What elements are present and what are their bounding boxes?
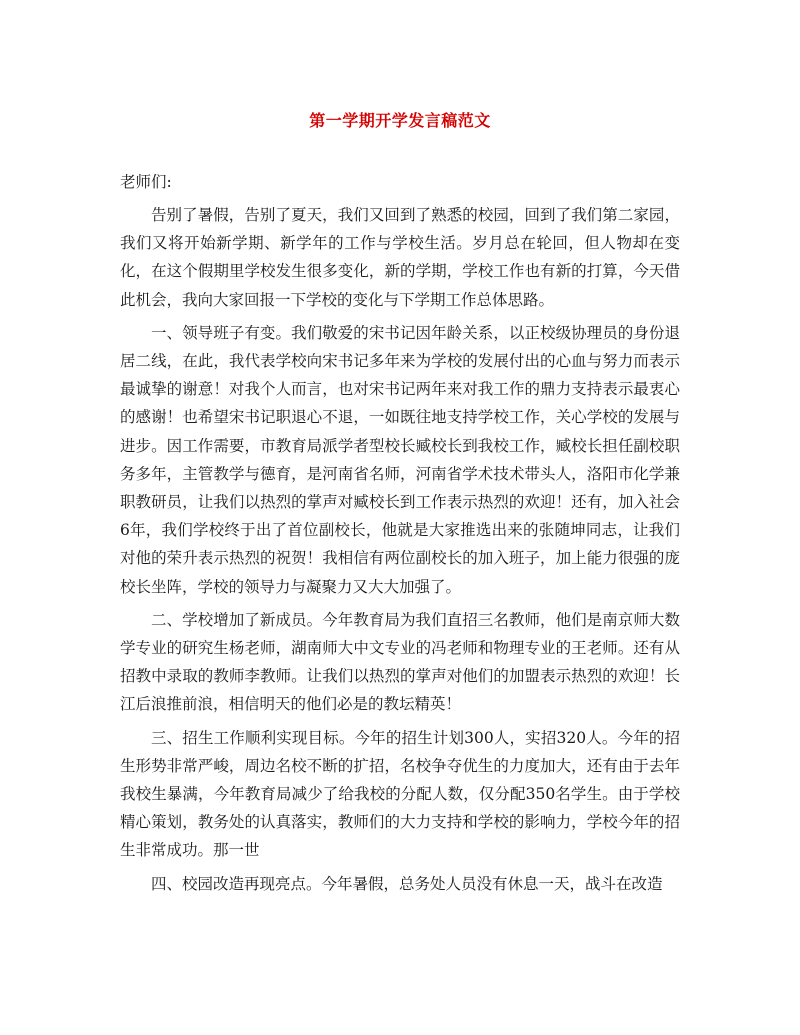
greeting: 老师们: xyxy=(120,173,172,191)
paragraph-intro: 告别了暑假，告别了夏天，我们又回到了熟悉的校园，回到了我们第二家园，我们又将开始新学期、新学年的工作与学校生活。岁月总在轮回，但人物却在变化，在这个假期里学校发生很多变化，新的学期，学校工作也有新的打算，今天借此机会，我向大家回报一下学校的变化与下学期工作总体思路。 xyxy=(120,206,680,309)
paragraph-leadership: 一、领导班子有变。我们敬爱的宋书记因年龄关系，以正校级协理员的身份退居二线，在此，我代表学校向宋书记多年来为学校的发展付出的心血与努力而表示最诚挚的谢意！对我个人而言，也对宋书记两年来对我工作的鼎力支持表示最衷心的感谢！也希望宋书记职退心不退，一如既往地支持学校工作，关心学校的发展与进步。因工作需要，市教育局派学者型校长臧校长到我校工作，臧校长担任副校职务多年，主管教学与德育，是河南省名师，河南省学术技术带头人，洛阳市化学兼职教研员，让我们以热烈的掌声对臧校长到工作表示热烈的欢迎！还有，加入社会6年，我们学校终于出了首位副校长，他就是大家推选出来的张随坤同志，让我们对他的荣升表示热烈的祝贺！我相信有两位副校长的加入班子，加上能力很强的庞校长坐阵，学校的领导力与凝聚力又大大加强了。 xyxy=(120,323,680,596)
document-body xyxy=(120,168,680,903)
document-title: 第一学期开学发言稿范文 xyxy=(309,111,491,130)
paragraph-enrollment: 三、招生工作顺利实现目标。今年的招生计划300人，实招320人。今年的招生形势非常严峻，周边名校不断的扩招，名校争夺优生的力度加大，还有由于去年我校生暴满，今年教育局减少了给我校的分配人数，仅分配350名学生。由于学校精心策划，教务处的认真落实，教师们的大力支持和学校的影响力，学校今年的招生非常成功。那一世 xyxy=(120,728,680,860)
paragraph-campus: 四、校园改造再现亮点。今年暑假，总务处人员没有休息一天，战斗在改造 xyxy=(151,874,663,893)
paragraph-new-members: 二、学校增加了新成员。今年教育局为我们直招三名教师，他们是南京师大数学专业的研究生杨老师，湖南师大中文专业的冯老师和物理专业的王老师。还有从招教中录取的教师李教师。让我们以热烈的掌声对他们的加盟表示热烈的欢迎！长江后浪推前浪，相信明天的他们必是的教坛精英！ xyxy=(120,610,680,714)
